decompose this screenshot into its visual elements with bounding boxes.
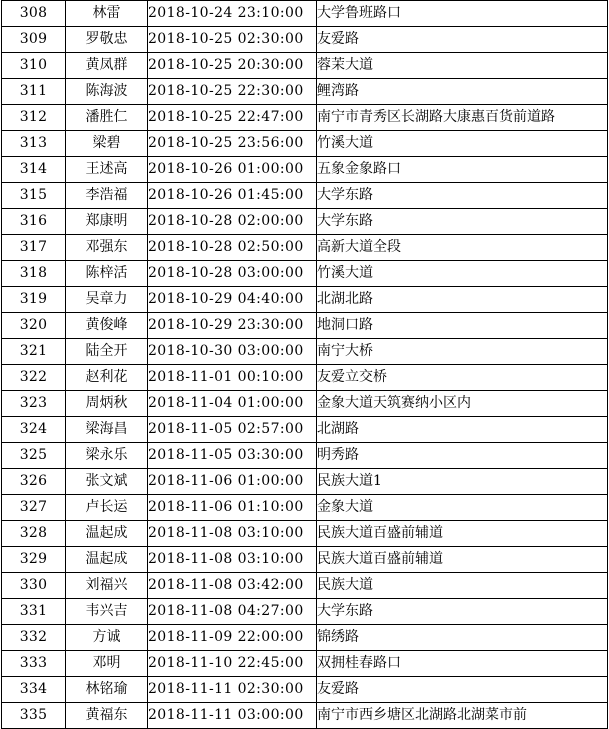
record-number: 310 — [2, 53, 66, 79]
record-time: 2018-11-08 03:10:00 — [148, 547, 317, 573]
record-location: 民族大道1 — [317, 469, 608, 495]
records-body — [2, 1, 608, 729]
record-location: 五象金象路口 — [317, 157, 608, 183]
record-number: 323 — [2, 391, 66, 417]
table-row — [2, 677, 608, 703]
record-location: 大学东路 — [317, 599, 608, 625]
record-number: 334 — [2, 677, 66, 703]
record-location: 地洞口路 — [317, 313, 608, 339]
record-time: 2018-10-26 01:45:00 — [148, 183, 317, 209]
record-number: 312 — [2, 105, 66, 131]
record-name: 吴章力 — [66, 287, 148, 313]
record-name: 梁永乐 — [66, 443, 148, 469]
record-name: 陈梓活 — [66, 261, 148, 287]
table-row — [2, 313, 608, 339]
record-location: 竹溪大道 — [317, 131, 608, 157]
record-number: 308 — [2, 1, 66, 27]
record-name: 梁海昌 — [66, 417, 148, 443]
record-number: 332 — [2, 625, 66, 651]
record-number: 311 — [2, 79, 66, 105]
table-row — [2, 625, 608, 651]
record-time: 2018-11-11 02:30:00 — [148, 677, 317, 703]
record-number: 335 — [2, 703, 66, 729]
record-time: 2018-10-28 02:50:00 — [148, 235, 317, 261]
table-row — [2, 209, 608, 235]
record-name: 王述高 — [66, 157, 148, 183]
record-number: 320 — [2, 313, 66, 339]
record-number: 322 — [2, 365, 66, 391]
record-location: 大学东路 — [317, 209, 608, 235]
record-time: 2018-11-09 22:00:00 — [148, 625, 317, 651]
record-time: 2018-11-08 04:27:00 — [148, 599, 317, 625]
record-name: 赵利花 — [66, 365, 148, 391]
record-time: 2018-11-08 03:42:00 — [148, 573, 317, 599]
table-row — [2, 287, 608, 313]
record-number: 327 — [2, 495, 66, 521]
record-name: 郑康明 — [66, 209, 148, 235]
record-number: 321 — [2, 339, 66, 365]
table-row — [2, 183, 608, 209]
record-time: 2018-10-30 03:00:00 — [148, 339, 317, 365]
record-name: 邓明 — [66, 651, 148, 677]
record-location: 友爱路 — [317, 27, 608, 53]
table-row — [2, 105, 608, 131]
record-time: 2018-11-05 03:30:00 — [148, 443, 317, 469]
record-location: 鲤湾路 — [317, 79, 608, 105]
record-name: 黄福东 — [66, 703, 148, 729]
record-time: 2018-10-28 03:00:00 — [148, 261, 317, 287]
record-number: 314 — [2, 157, 66, 183]
record-location: 大学鲁班路口 — [317, 1, 608, 27]
record-number: 324 — [2, 417, 66, 443]
table-row — [2, 53, 608, 79]
record-location: 大学东路 — [317, 183, 608, 209]
record-time: 2018-11-05 02:57:00 — [148, 417, 317, 443]
record-location: 竹溪大道 — [317, 261, 608, 287]
record-name: 潘胜仁 — [66, 105, 148, 131]
record-location: 民族大道百盛前辅道 — [317, 521, 608, 547]
record-time: 2018-10-25 20:30:00 — [148, 53, 317, 79]
table-row — [2, 261, 608, 287]
record-name: 邓强东 — [66, 235, 148, 261]
record-time: 2018-11-10 22:45:00 — [148, 651, 317, 677]
record-time: 2018-11-11 03:00:00 — [148, 703, 317, 729]
record-number: 315 — [2, 183, 66, 209]
record-location: 双拥桂春路口 — [317, 651, 608, 677]
record-location: 金象大道 — [317, 495, 608, 521]
record-name: 李浩福 — [66, 183, 148, 209]
record-time: 2018-11-04 01:00:00 — [148, 391, 317, 417]
record-time: 2018-11-06 01:10:00 — [148, 495, 317, 521]
record-name: 林铭瑜 — [66, 677, 148, 703]
record-location: 锦绣路 — [317, 625, 608, 651]
record-number: 309 — [2, 27, 66, 53]
table-row — [2, 599, 608, 625]
table-row — [2, 365, 608, 391]
record-number: 319 — [2, 287, 66, 313]
table-row — [2, 703, 608, 729]
records-table — [1, 0, 608, 729]
record-name: 陆全开 — [66, 339, 148, 365]
record-name: 周炳秋 — [66, 391, 148, 417]
record-time: 2018-11-08 03:10:00 — [148, 521, 317, 547]
record-time: 2018-10-25 02:30:00 — [148, 27, 317, 53]
record-number: 330 — [2, 573, 66, 599]
table-row — [2, 157, 608, 183]
record-name: 方诚 — [66, 625, 148, 651]
record-name: 黄俊峰 — [66, 313, 148, 339]
table-row — [2, 443, 608, 469]
table-row — [2, 391, 608, 417]
table-row — [2, 547, 608, 573]
table-row — [2, 495, 608, 521]
record-time: 2018-10-29 23:30:00 — [148, 313, 317, 339]
record-time: 2018-10-25 22:47:00 — [148, 105, 317, 131]
record-number: 313 — [2, 131, 66, 157]
table-row — [2, 235, 608, 261]
record-time: 2018-11-06 01:00:00 — [148, 469, 317, 495]
table-row — [2, 1, 608, 27]
record-name: 刘福兴 — [66, 573, 148, 599]
table-row — [2, 339, 608, 365]
record-time: 2018-10-26 01:00:00 — [148, 157, 317, 183]
record-number: 318 — [2, 261, 66, 287]
table-row — [2, 417, 608, 443]
record-location: 友爱立交桥 — [317, 365, 608, 391]
record-number: 316 — [2, 209, 66, 235]
record-name: 卢长运 — [66, 495, 148, 521]
record-name: 张文斌 — [66, 469, 148, 495]
record-number: 325 — [2, 443, 66, 469]
table-row — [2, 79, 608, 105]
record-name: 陈海波 — [66, 79, 148, 105]
record-location: 民族大道百盛前辅道 — [317, 547, 608, 573]
record-location: 南宁市青秀区长湖路大康惠百货前道路 — [317, 105, 608, 131]
record-number: 333 — [2, 651, 66, 677]
record-time: 2018-10-28 02:00:00 — [148, 209, 317, 235]
record-name: 黄凤群 — [66, 53, 148, 79]
record-name: 林雷 — [66, 1, 148, 27]
table-row — [2, 27, 608, 53]
record-location: 北湖北路 — [317, 287, 608, 313]
record-number: 328 — [2, 521, 66, 547]
record-name: 韦兴吉 — [66, 599, 148, 625]
record-location: 友爱路 — [317, 677, 608, 703]
record-time: 2018-10-29 04:40:00 — [148, 287, 317, 313]
record-number: 326 — [2, 469, 66, 495]
record-number: 317 — [2, 235, 66, 261]
record-time: 2018-10-25 23:56:00 — [148, 131, 317, 157]
record-location: 明秀路 — [317, 443, 608, 469]
record-time: 2018-10-25 22:30:00 — [148, 79, 317, 105]
record-location: 金象大道天筑赛纳小区内 — [317, 391, 608, 417]
record-location: 南宁市西乡塘区北湖路北湖菜市前 — [317, 703, 608, 729]
record-number: 329 — [2, 547, 66, 573]
table-row — [2, 131, 608, 157]
record-name: 温起成 — [66, 547, 148, 573]
record-name: 罗敬忠 — [66, 27, 148, 53]
record-name: 梁碧 — [66, 131, 148, 157]
table-row — [2, 521, 608, 547]
record-location: 蓉茉大道 — [317, 53, 608, 79]
record-name: 温起成 — [66, 521, 148, 547]
record-time: 2018-11-01 00:10:00 — [148, 365, 317, 391]
table-row — [2, 469, 608, 495]
record-location: 南宁大桥 — [317, 339, 608, 365]
record-time: 2018-10-24 23:10:00 — [148, 1, 317, 27]
record-location: 北湖路 — [317, 417, 608, 443]
table-row — [2, 573, 608, 599]
record-location: 民族大道 — [317, 573, 608, 599]
table-row — [2, 651, 608, 677]
record-location: 高新大道全段 — [317, 235, 608, 261]
record-number: 331 — [2, 599, 66, 625]
